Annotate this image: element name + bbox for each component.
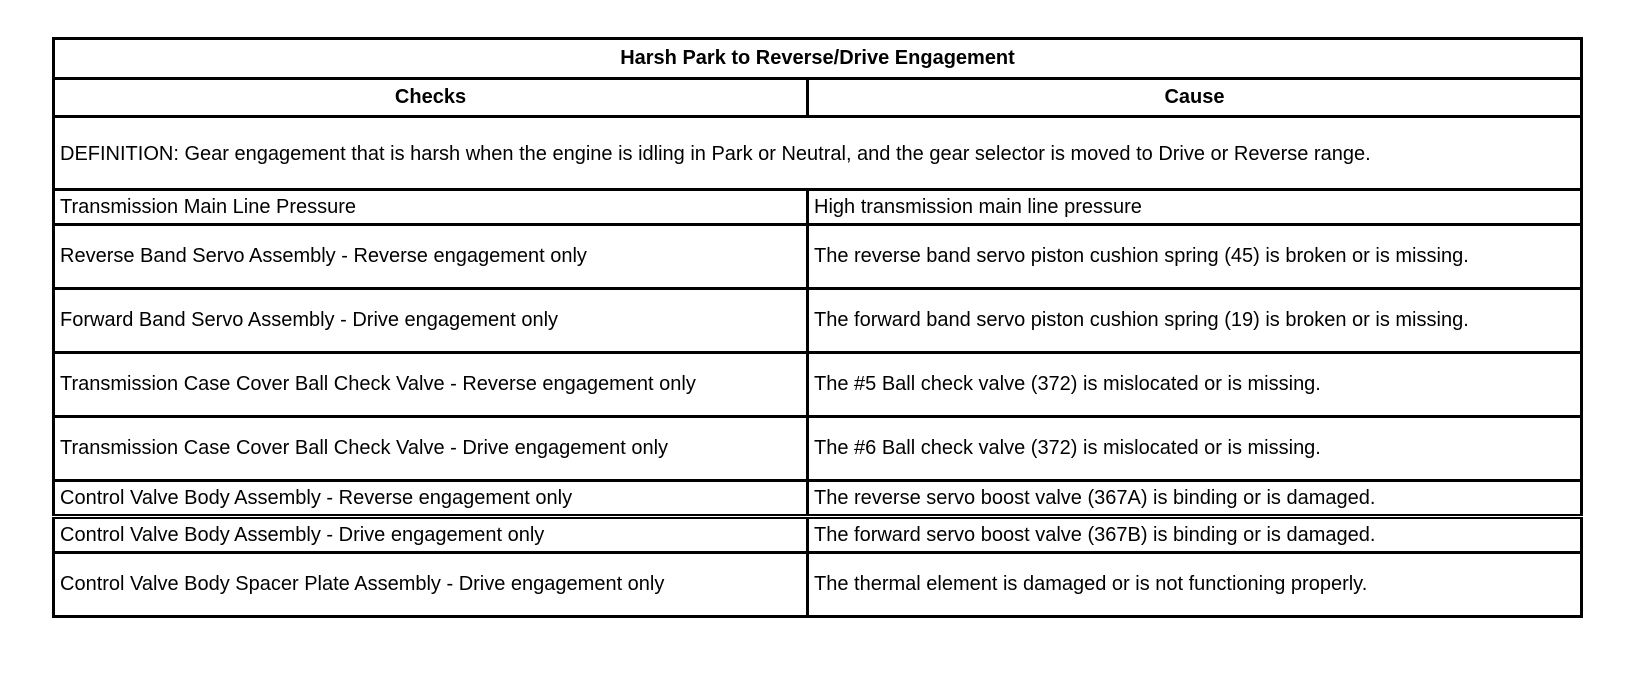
cause-header: Cause [808,79,1582,117]
definition-row [54,117,1582,190]
check-cell: Control Valve Body Assembly - Drive engagement only [54,517,808,553]
check-cell: Control Valve Body Assembly - Reverse engagement only [54,481,808,517]
table-row [54,481,1582,517]
cause-cell: The #5 Ball check valve (372) is mislocated or is missing. [808,353,1582,417]
table-title: Harsh Park to Reverse/Drive Engagement [54,39,1582,79]
cause-cell: The thermal element is damaged or is not functioning properly. [808,553,1582,617]
check-cell: Transmission Main Line Pressure [54,190,808,225]
cause-cell: The #6 Ball check valve (372) is mislocated or is missing. [808,417,1582,481]
diagnostic-table [52,37,1583,618]
definition-text: DEFINITION: Gear engagement that is harsh when the engine is idling in Park or Neutral, and the gear selector is moved to Drive or Reverse range. [54,117,1582,190]
table-row [54,353,1582,417]
cause-cell: The reverse band servo piston cushion spring (45) is broken or is missing. [808,225,1582,289]
table-row [54,553,1582,617]
table-row [54,225,1582,289]
check-cell: Transmission Case Cover Ball Check Valve - Reverse engagement only [54,353,808,417]
table-row [54,190,1582,225]
check-cell: Reverse Band Servo Assembly - Reverse engagement only [54,225,808,289]
table-row [54,289,1582,353]
table-row [54,517,1582,553]
check-cell: Control Valve Body Spacer Plate Assembly - Drive engagement only [54,553,808,617]
cause-cell: The forward servo boost valve (367B) is binding or is damaged. [808,517,1582,553]
cause-cell: The forward band servo piston cushion spring (19) is broken or is missing. [808,289,1582,353]
table-row [54,417,1582,481]
check-cell: Forward Band Servo Assembly - Drive engagement only [54,289,808,353]
cause-cell: The reverse servo boost valve (367A) is binding or is damaged. [808,481,1582,517]
header-row [54,79,1582,117]
title-row [54,39,1582,79]
cause-cell: High transmission main line pressure [808,190,1582,225]
checks-header: Checks [54,79,808,117]
check-cell: Transmission Case Cover Ball Check Valve - Drive engagement only [54,417,808,481]
